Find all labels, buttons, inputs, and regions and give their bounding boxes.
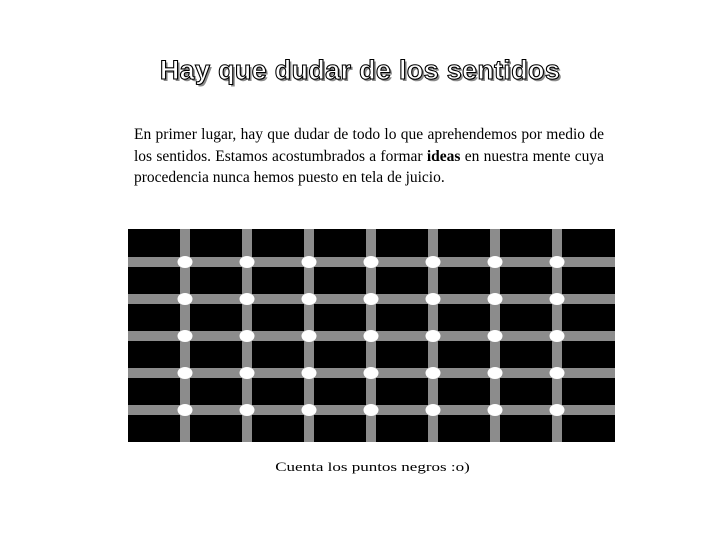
grid-intersection-dot bbox=[240, 404, 255, 416]
grid-intersection-dot bbox=[178, 367, 193, 379]
grid-intersection-dot bbox=[302, 256, 317, 268]
grid-intersection-dot bbox=[364, 256, 379, 268]
grid-intersection-dot bbox=[364, 404, 379, 416]
grid-intersection-dot bbox=[364, 330, 379, 342]
hermann-grid-illusion bbox=[128, 229, 615, 442]
grid-intersection-dot bbox=[178, 404, 193, 416]
grid-intersection-dot bbox=[302, 404, 317, 416]
grid-intersection-dot bbox=[364, 367, 379, 379]
grid-intersection-dot bbox=[550, 256, 565, 268]
paragraph-text-end: en nuestra mente cuya procedencia nunca hemos puesto en tela de juicio. bbox=[134, 147, 604, 186]
grid-intersection-dot bbox=[426, 404, 441, 416]
grid-intersection-dot bbox=[178, 256, 193, 268]
grid-intersection-dot bbox=[426, 330, 441, 342]
grid-intersection-dot bbox=[240, 330, 255, 342]
grid-intersection-dot bbox=[178, 293, 193, 305]
grid-intersection-dot bbox=[240, 256, 255, 268]
body-paragraph bbox=[134, 124, 604, 189]
grid-intersection-dot bbox=[488, 330, 503, 342]
slide-title: Hay que dudar de los sentidos bbox=[159, 55, 561, 85]
grid-intersection-dot bbox=[302, 367, 317, 379]
grid-intersection-dot bbox=[488, 404, 503, 416]
grid-intersection-dot bbox=[302, 330, 317, 342]
caption: Cuenta los puntos negros :o) bbox=[275, 460, 470, 474]
grid-intersection-dot bbox=[426, 293, 441, 305]
grid-intersection-dot bbox=[550, 404, 565, 416]
grid-intersection-dot bbox=[426, 367, 441, 379]
paragraph-text-start: En primer lugar, hay que dudar de todo lo que aprehendemos por medio de los sentidos. Estamos acostumbrados a formar bbox=[134, 126, 604, 165]
grid-intersection-dot bbox=[488, 367, 503, 379]
grid-intersection-dot bbox=[550, 293, 565, 305]
paragraph-bold-word: ideas bbox=[426, 147, 461, 165]
grid-intersection-dot bbox=[364, 293, 379, 305]
grid-intersection-dot bbox=[550, 330, 565, 342]
grid-intersection-dot bbox=[240, 293, 255, 305]
grid-intersection-dot bbox=[426, 256, 441, 268]
grid-intersection-dot bbox=[240, 367, 255, 379]
grid-intersection-dot bbox=[488, 256, 503, 268]
grid-intersection-dot bbox=[178, 330, 193, 342]
grid-intersection-dot bbox=[302, 293, 317, 305]
grid-intersection-dot bbox=[488, 293, 503, 305]
grid-intersection-dot bbox=[550, 367, 565, 379]
